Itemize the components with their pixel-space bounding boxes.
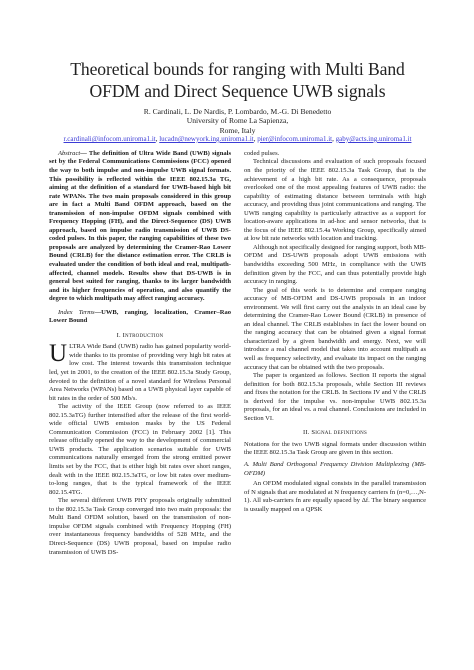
- intro-paragraph-2: The activity of the IEEE Group (now referred to as IEEE 802.15.3aTG) further intensified after the release of the first world-wide official UWB emission masks by the US Federal Communication Commission (FCC) in February 2002 [1]. This release officially opened the way to the development of commercial UWB products. The application scenarios suitable for UWB communications naturally emerged from the strong emitted power limits set by the FCC, that is either high bit rates over short ranges, dealt with in the IEEE 802.15.3aTG, or low bit rates over medium-to-long ranges, that is the typical framework of the IEEE 802.15.4TG.: [49, 403, 231, 496]
- two-column-body: [49, 150, 426, 557]
- drop-cap: U: [49, 340, 68, 368]
- subsection-heading-mb-ofdm: A. Multi Band Orthogonal Frequency Division Multiplexing (MB-OFDM): [244, 461, 426, 477]
- index-terms: [49, 309, 231, 326]
- email-link[interactable]: r.cardinali@infocom.uniroma1.it: [63, 134, 156, 143]
- section2-paragraph-2: An OFDM modulated signal consists in the parallel transmission of N signals that are modulated at N frequency carriers fn (n=0,…,N-1). All sub-carriers fn are equally spaced by Δf. The binary sequence is usually mapped on a QPSK: [244, 480, 426, 513]
- abstract: [49, 150, 231, 304]
- author-names: R. Cardinali, L. De Nardis, P. Lombardo, M.-G. Di Benedetto: [143, 107, 332, 116]
- email-link[interactable]: lucadn@newyork.ing.uniroma1.it: [159, 134, 254, 143]
- intro-paragraph-1-text: LTRA Wide Band (UWB) radio has gained popularity world-wide thanks to its promise of providing very high bit rates at low cost. The interest towards this transmission technique led, yet in 2001, to the creation of the IEEE 802.15.3a Study Group, devoted to the definition of a novel standard for Wireless Personal Area Networks (WPANs) based on a UWB physical layer capable of bit rates in the order of 500 Mb/s.: [49, 343, 231, 402]
- right-column: [244, 150, 426, 557]
- author-block: [49, 107, 426, 135]
- section-heading-introduction: I. Introduction: [116, 331, 164, 339]
- intro-paragraph-5: Although not specifically designed for ranging support, both MB-OFDM and DS-UWB proposals adopt UWB emissions with bandwidths exceeding 500 MHz, in compliance with the UWB definition given by the FCC, and can thus potentially provide high accuracy in ranging.: [244, 243, 426, 286]
- intro-paragraph-1: [49, 340, 231, 403]
- author-emails: r.cardinali@infocom.uniroma1.it, lucadn@newyork.ing.uniroma1.it, pier@infocom.uniroma1.it, gaby@acts.ing.uniroma1.it: [63, 134, 412, 143]
- left-column: [49, 150, 231, 557]
- index-terms-text: —UWB, ranging, localization, Cramer–Rao Lower Bound: [49, 308, 232, 325]
- paper-title: Theoretical bounds for ranging with Multi Band OFDM and Direct Sequence UWB signals: [70, 59, 405, 101]
- index-terms-lead: Index Terms: [58, 308, 95, 316]
- intro-paragraph-4: Technical discussions and evaluation of such proposals focused on the priority of the IEEE 802.15.3a Task Group, that is the achievement of a high bit rate. As a consequence, proposals overlooked one of the most appealing features of UWB radio: the capability of estimating distance between terminals with high accuracy, and providing thus joint communications and ranging. The UWB ranging capability is particularly attractive as a support for location-aware applications in ad-hoc and sensor networks, that is the focus of the IEEE 802.15.4a Working Group, specifically aimed at low bit rate networks with location and tracking.: [244, 158, 426, 243]
- abstract-text: — The definition of Ultra Wide Band (UWB) signals set by the Federal Communications Commissions (FCC) opened the way to both impulse and non-impulse UWB signal formats. This possibility is reflected within the IEEE 802.15.3a TG, aiming at the definition of a standard for UWB-based high bit rate WPANs. The two main proposals considered in this group are in fact a Multi Band OFDM approach, based on the transmission of non-impulse OFDM signals combined with Frequency Hopping (FH), and the Direct-Sequence (DS) UWB approach, based on impulse radio transmission of UWB DS-coded pulses. In this paper, the ranging capabilities of these two proposals are analyzed by determining the Cramer-Rao Lower Bound (CRLB) for the distance estimation error. The CRLB is evaluated under the condition of both ideal and real, multipath-affected, channel models. Results show that DS-UWB is in general best suited for ranging, thanks to its larger bandwidth and its higher frequencies of operation, and also quantify the degree to which multipath may affect ranging accuracy.: [49, 149, 231, 303]
- section-heading-signal-definitions: II. Signal definitions: [303, 429, 367, 437]
- email-link[interactable]: pier@infocom.uniroma1.it: [257, 134, 333, 143]
- intro-continuation: coded pulses.: [244, 149, 280, 157]
- email-link[interactable]: gaby@acts.ing.uniroma1.it: [335, 134, 412, 143]
- section2-paragraph-1: Notations for the two UWB signal formats under discussion within the IEEE 802.15.3a Task Group are given in this section.: [244, 440, 426, 457]
- author-affiliation: University of Rome La Sapienza,: [186, 116, 289, 126]
- intro-paragraph-7: The paper is organized as follows. Section II reports the signal definition for both 802.15.3a proposals, while Section III reviews and fixes the notation for the CRLB. In Sections IV and V the CRLB is derived for the impulse vs. non-impulse UWB 802.15.3a proposals, for an ideal vs. a real channel. Conclusions are included in Section VI.: [244, 372, 426, 422]
- author-location: Rome, Italy: [219, 125, 256, 135]
- intro-paragraph-3: The several different UWB PHY proposals originally submitted to the 802.15.3a Task Group converged into two main proposals: the Multi Band OFDM solution, based on the transmission of non-impulse OFDM signals combined with Frequency Hopping (FH) over instantaneous frequency bandwidths of 528 MHz, and the Direct-Sequence (DS) UWB proposal, based on impulse radio transmission of UWB DS-: [49, 497, 231, 556]
- intro-paragraph-6: The goal of this work is to determine and compare ranging accuracy of MB-OFDM and DS-UWB proposals in an indoor environment. We will first carry out the analysis in an ideal case by determining the Cramer-Rao Lower Bound (CRLB) in presence of an ideal channel. The CRLB establishes in fact the lower bound on the ranging accuracy that can be obtained given a signal format characterized by a given bandwidth and energy. Next, we will introduce a real channel model that takes into account multipath as well as frequency selectivity, and evaluate its impact on the ranging accuracy that can be obtained with the two proposals.: [244, 286, 426, 371]
- abstract-lead: Abstract: [58, 149, 81, 157]
